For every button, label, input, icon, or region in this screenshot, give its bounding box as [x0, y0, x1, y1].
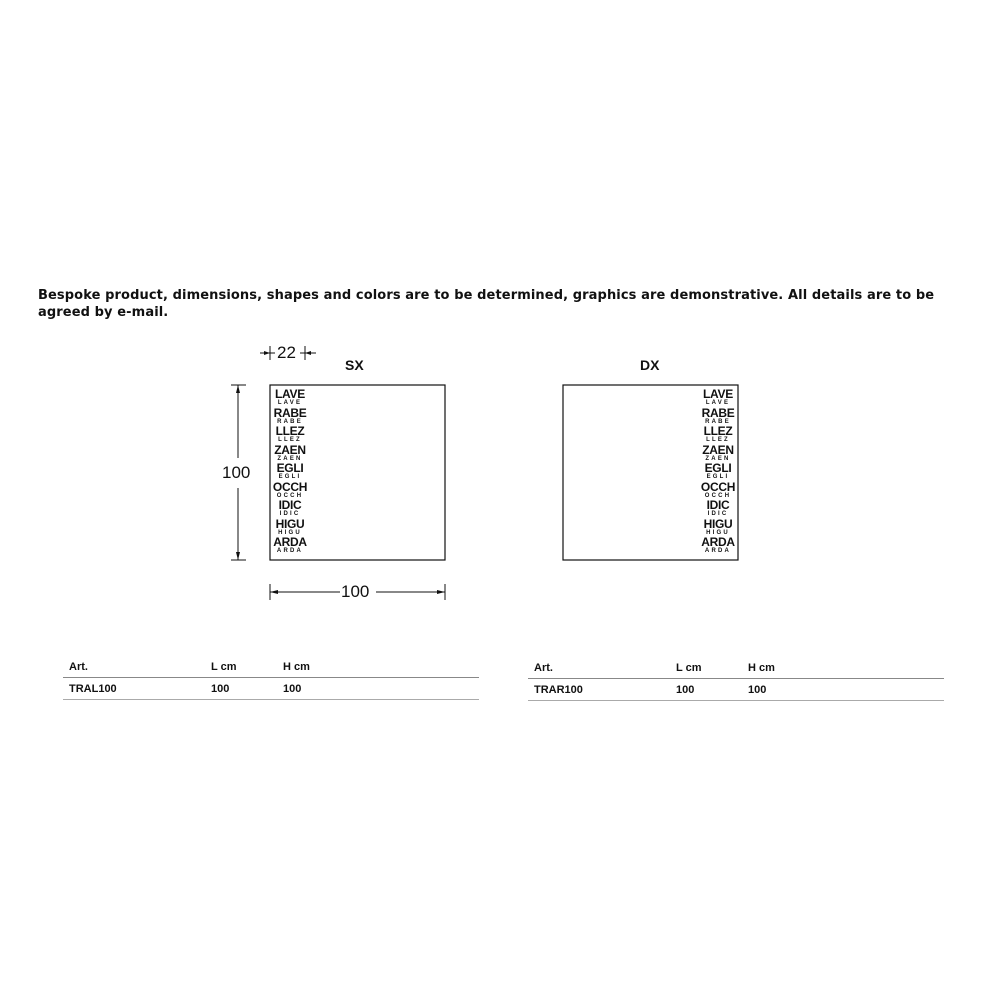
table-left-cell-art: TRAL100	[69, 683, 117, 695]
graphic-word: RABE	[701, 405, 735, 420]
table-left-header-length: L cm	[211, 661, 237, 673]
table-row	[63, 678, 479, 700]
table-left-header-height: H cm	[283, 661, 310, 673]
graphic-word: OCCH	[700, 479, 736, 494]
table-right-header-height: H cm	[748, 662, 775, 674]
panel-dx-label: DX	[640, 357, 660, 373]
panel-sx-word-column	[272, 389, 308, 556]
graphic-word: ZAEN	[705, 455, 731, 462]
graphic-word: HIGU	[706, 529, 730, 536]
disclaimer-note: Bespoke product, dimensions, shapes and colors are to be determined, graphics are demonstrative. All details are to be agreed by e-mail.	[38, 288, 935, 320]
graphic-word: LLEZ	[278, 437, 302, 443]
table-left-header-row	[63, 656, 479, 678]
graphic-word: HIGU	[703, 516, 733, 531]
table-left-header-art: Art.	[69, 661, 88, 673]
table-row	[528, 679, 944, 701]
graphic-word: HIGU	[278, 529, 302, 536]
graphic-word: LAVE	[703, 387, 733, 401]
graphic-word: IDIC	[707, 511, 729, 517]
graphic-word: ARDA	[704, 548, 732, 554]
table-left-cell-length: 100	[211, 683, 230, 695]
dimension-width-label: 100	[341, 582, 370, 601]
graphic-word: OCCH	[276, 492, 304, 499]
table-right-header-row	[528, 657, 944, 679]
graphic-word: IDIC	[278, 498, 302, 512]
graphic-word: OCCH	[704, 492, 732, 499]
table-right-cell-art: TRAR100	[534, 684, 583, 696]
graphic-word: IDIC	[706, 498, 730, 512]
dimension-height-label: 100	[222, 463, 251, 482]
graphic-word: ARDA	[276, 548, 304, 554]
table-left	[63, 656, 479, 700]
table-right-header-art: Art.	[534, 662, 553, 674]
graphic-word: RABE	[277, 418, 303, 425]
graphic-word: HIGU	[275, 516, 305, 531]
dimension-column-width-label: 22	[277, 343, 296, 362]
panel-dx-word-column	[700, 389, 736, 556]
graphic-word: ARDA	[273, 535, 307, 549]
table-right	[528, 657, 944, 701]
graphic-word: LLEZ	[706, 437, 730, 443]
graphic-word: LAVE	[275, 387, 305, 401]
graphic-word: IDIC	[279, 511, 301, 517]
graphic-word: ZAEN	[702, 442, 734, 457]
graphic-word: LAVE	[705, 400, 731, 406]
graphic-word: ARDA	[701, 535, 735, 549]
graphic-word: LLEZ	[275, 424, 305, 438]
table-left-cell-height: 100	[283, 683, 302, 695]
panel-sx-label: SX	[345, 357, 364, 373]
graphic-word: EGLI	[706, 474, 730, 480]
graphic-word: ZAEN	[277, 455, 303, 462]
graphic-word: LAVE	[277, 400, 303, 406]
graphic-word: EGLI	[278, 474, 302, 480]
table-right-cell-length: 100	[676, 684, 695, 696]
table-right-cell-height: 100	[748, 684, 767, 696]
graphic-word: EGLI	[276, 461, 304, 475]
graphic-word: RABE	[273, 405, 307, 420]
graphic-word: ZAEN	[274, 442, 306, 457]
table-right-header-length: L cm	[676, 662, 702, 674]
graphic-word: OCCH	[272, 479, 308, 494]
graphic-word: EGLI	[704, 461, 732, 475]
graphic-word: LLEZ	[703, 424, 733, 438]
graphic-word: RABE	[705, 418, 731, 425]
